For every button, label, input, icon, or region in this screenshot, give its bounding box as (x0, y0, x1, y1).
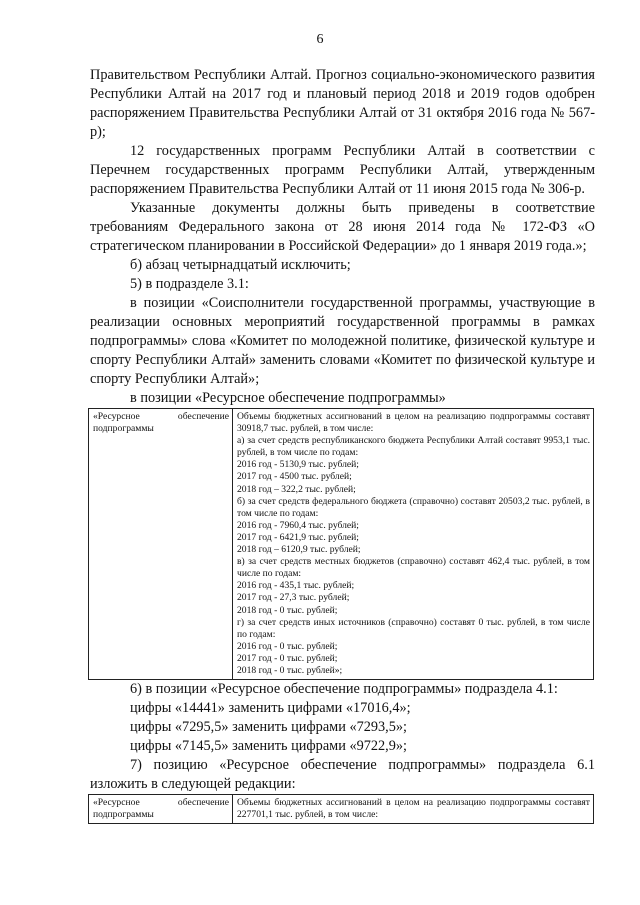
table-line: Объемы бюджетных ассигнований в целом на реализацию подпрограммы составят 30918,7 тыс. рублей, в том числе: (237, 411, 590, 435)
paragraph-5: 5) в подразделе 3.1: (130, 276, 249, 292)
paragraph-1: Правительством Республики Алтай. Прогноз социально-экономического развития Республики Алтай на 2017 год и плановый период 2018 и 2019 годов одобрен распоряжением Правительства Республики Алтай от 31 октября 2016 года № 567-р); (90, 67, 595, 140)
paragraph-10: цифры «7295,5» заменить цифрами «7293,5»; (130, 719, 408, 736)
table-line: 2016 год - 435,1 тыс. рублей; (237, 580, 355, 592)
table-line: 2017 год - 27,3 тыс. рублей; (237, 592, 350, 604)
table-line: 2017 год - 0 тыс. рублей; (237, 652, 338, 664)
paragraph-2: 12 государственных программ Республики Алтай в соответствии с Перечнем государственных программ Республики Алтай, утвержденным распоряжением Правительства Республики Алтай от 11 июня 2015 года № 306-р. (90, 143, 595, 197)
table-line: 2018 год – 322,2 тыс. рублей; (237, 483, 356, 495)
table-1-label: «Ресурсное обеспечение подпрограммы (89, 409, 233, 680)
page-number: 6 (316, 32, 324, 47)
paragraph-4: б) абзац четырнадцатый исключить; (130, 257, 351, 273)
table-line: б) за счет средств федерального бюджета (справочно) составят 20503,2 тыс. рублей, в том числе по годам: (237, 495, 590, 519)
table-line: в) за счет средств местных бюджетов (справочно) составят 462,4 тыс. рублей, в том числе по годам: (237, 556, 590, 580)
resource-table-2 (88, 794, 594, 824)
resource-table-1 (88, 408, 594, 680)
paragraph-11: цифры «7145,5» заменить цифрами «9722,9»; (130, 738, 408, 755)
document-body (90, 66, 595, 824)
table-2-label: «Ресурсное обеспечение подпрограммы (89, 795, 233, 824)
table-line: 2016 год - 5130,9 тыс. рублей; (237, 459, 359, 471)
paragraph-12: 7) позицию «Ресурсное обеспечение подпрограммы» подраздела 6.1 изложить в следующей редакции: (90, 757, 595, 793)
paragraph-6: в позиции «Соисполнители государственной программы, участвующие в реализации основных мероприятий государственной программы в рамках подпрограммы» слова «Комитет по молодежной политике, физической культуре и спорту Республики Алтай» заменить словами «Комитет по физической культуре и спорту Республики Алтай»; (90, 295, 595, 387)
table-2-content: Объемы бюджетных ассигнований в целом на реализацию подпрограммы составят 227701,1 тыс. рублей, в том числе: (233, 795, 594, 824)
table-1-content (233, 409, 594, 680)
table-line: 2016 год - 7960,4 тыс. рублей; (237, 519, 359, 531)
table-line: г) за счет средств иных источников (справочно) составят 0 тыс. рублей, в том числе по годам: (237, 616, 590, 640)
table-line: 2018 год – 6120,9 тыс. рублей; (237, 544, 361, 556)
table-line: а) за счет средств республиканского бюджета Республики Алтай составят 9953,1 тыс. рублей, в том числе по годам: (237, 435, 590, 459)
table-line: 2017 год - 4500 тыс. рублей; (237, 471, 352, 483)
paragraph-7: в позиции «Ресурсное обеспечение подпрограммы» (130, 390, 446, 406)
paragraph-8: 6) в позиции «Ресурсное обеспечение подпрограммы» подраздела 4.1: (130, 681, 558, 698)
table-line: 2017 год - 6421,9 тыс. рублей; (237, 531, 359, 543)
table-line: 2016 год - 0 тыс. рублей; (237, 640, 338, 652)
paragraph-9: цифры «14441» заменить цифрами «17016,4»; (130, 700, 411, 717)
table-line: 2018 год - 0 тыс. рублей; (237, 604, 338, 616)
table-line: 2018 год - 0 тыс. рублей»; (237, 664, 343, 676)
paragraph-3: Указанные документы должны быть приведены в соответствие требованиям Федерального закона от 28 июня 2014 года № 172-ФЗ «О стратегическом планировании в Российской Федерации» до 1 января 2019 года.»; (90, 200, 595, 254)
